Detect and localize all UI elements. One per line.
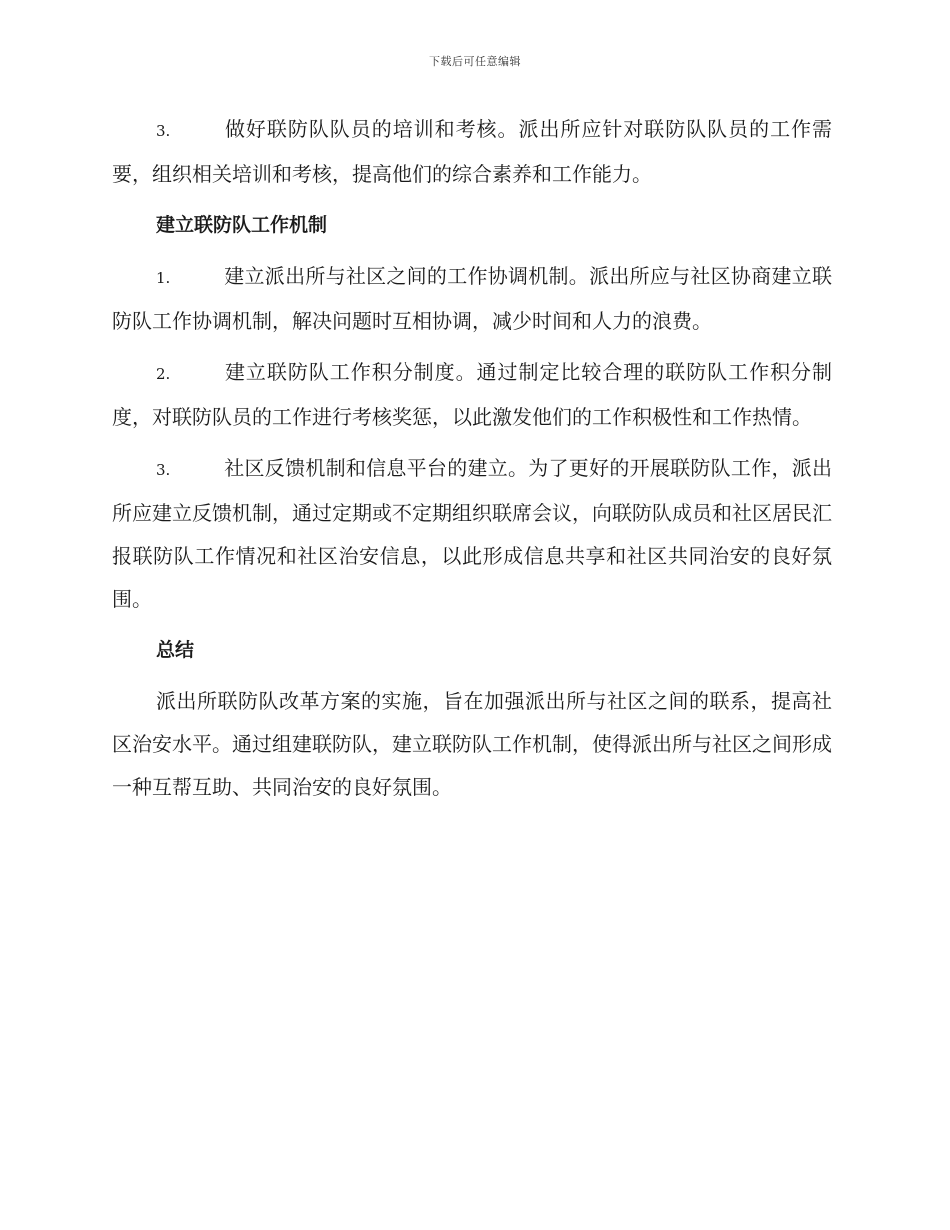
- list-item: [112, 108, 832, 196]
- list-item-text: 建立派出所与社区之间的工作协调机制。派出所应与社区协商建立联防队工作协调机制，解决问题时互相协调，减少时间和人力的浪费。: [112, 264, 832, 333]
- list-item: [112, 447, 832, 621]
- list-item-text: 做好联防队队员的培训和考核。派出所应针对联防队队员的工作需要，组织相关培训和考核，提高他们的综合素养和工作能力。: [112, 117, 832, 186]
- document-body: [112, 108, 832, 817]
- summary-paragraph: 派出所联防队改革方案的实施，旨在加强派出所与社区之间的联系，提高社区治安水平。通过组建联防队，建立联防队工作机制，使得派出所与社区之间形成一种互帮互助、共同治安的良好氛围。: [112, 689, 832, 799]
- list-item-text: 社区反馈机制和信息平台的建立。为了更好的开展联防队工作，派出所应建立反馈机制，通过定期或不定期组织联席会议，向联防队成员和社区居民汇报联防队工作情况和社区治安信息，以此形成信息共享和社区共同治安的良好氛围。: [112, 456, 832, 611]
- list-item-number: 1.: [156, 269, 171, 287]
- list-item-number: 3.: [156, 122, 171, 140]
- section-heading-summary: 总结: [156, 639, 195, 661]
- list-item: [112, 351, 832, 439]
- list-item: [112, 255, 832, 343]
- list-item-number: 3.: [156, 461, 171, 479]
- page-header: 下载后可任意编辑: [429, 55, 521, 68]
- list-item-text: 建立联防队工作积分制度。通过制定比较合理的联防队工作积分制度，对联防队员的工作进行考核奖惩，以此激发他们的工作积极性和工作热情。: [112, 360, 832, 429]
- section-heading-mechanism: 建立联防队工作机制: [156, 214, 328, 236]
- list-item-number: 2.: [156, 365, 171, 383]
